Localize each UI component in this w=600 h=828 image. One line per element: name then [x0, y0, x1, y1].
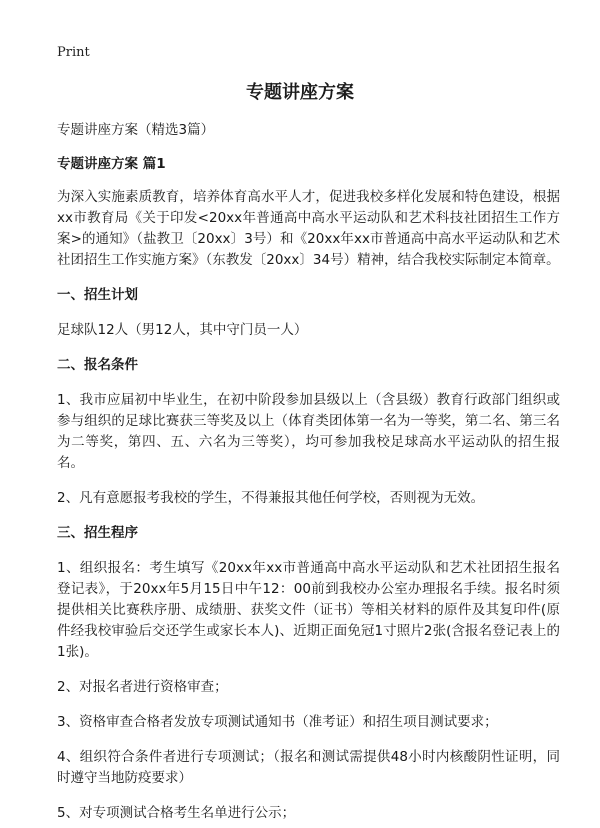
document-title: 专题讲座方案 — [246, 82, 354, 103]
section-paragraph: 5、对专项测试合格考生名单进行公示； — [57, 805, 296, 821]
section-paragraph: 2、对报名者进行资格审查； — [57, 679, 228, 695]
section-paragraph: 足球队12人（男12人，其中守门员一人） — [57, 322, 308, 338]
section-paragraph: 2、凡有意愿报考我校的学生，不得兼报其他任何学校，否则视为无效。 — [57, 490, 485, 506]
section-heading-conditions: 二、报名条件 — [57, 357, 138, 373]
section-heading-plan: 一、招生计划 — [57, 287, 138, 303]
part-title: 专题讲座方案 篇1 — [57, 156, 166, 172]
section-paragraph: 4、组织符合条件者进行专项测试；（报名和测试需提供48小时内核酸阴性证明，同时遵守当地防疫要求） — [57, 749, 560, 786]
print-label: Print — [57, 45, 90, 60]
intro-paragraph: 为深入实施素质教育，培养体育高水平人才，促进我校多样化发展和特色建设，根据xx市教育局《关于印发<20xx年普通高中高水平运动队和艺术科技社团招生工作方案>的通知》（盐教卫〔20xx〕3号）和《20xx年xx市普通高中高水平运动队和艺术社团招生工作实施方案》（东教发〔20xx〕34号）精神，结合我校实际制定本简章。 — [57, 189, 560, 268]
document-subtitle: 专题讲座方案（精选3篇） — [57, 122, 215, 138]
section-paragraph: 3、资格审查合格者发放专项测试通知书（准考证）和招生项目测试要求； — [57, 714, 498, 730]
section-paragraph: 1、我市应届初中毕业生，在初中阶段参加县级以上（含县级）教育行政部门组织或参与组织的足球比赛获三等奖及以上（体育类团体第一名为一等奖，第二名、第三名为二等奖，第四、五、六名为三等奖），均可参加我校足球高水平运动队的招生报名。 — [57, 392, 560, 471]
section-paragraph: 1、组织报名：考生填写《20xx年xx市普通高中高水平运动队和艺术社团招生报名登记表》，于20xx年5月15日中午12：00前到我校办公室办理报名手续。报名时须提供相关比赛秩序册、成绩册、获奖文件（证书）等相关材料的原件及其复印件(原件经我校审验后交还学生或家长本人)、近期正面免冠1寸照片2张(含报名登记表上的1张)。 — [57, 560, 560, 660]
section-heading-procedure: 三、招生程序 — [57, 525, 138, 541]
